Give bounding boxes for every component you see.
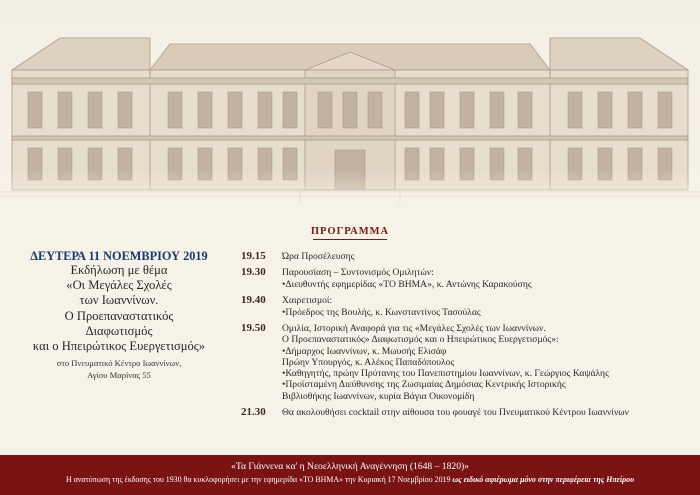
footer-note: [0, 474, 700, 485]
schedule-time: 21.30: [241, 406, 266, 418]
footer-note-text: Η ανατύπωση της έκδοσης του 1930 θα κυκλοφορήσει με την εφημερίδα «ΤΟ ΒΗΜΑ» την Κυριακή 17 Νοεμβρίου 2019: [66, 475, 453, 484]
schedule-time: 19.50: [241, 321, 266, 334]
schedule-entry: [241, 295, 696, 318]
footer-note-emphasis: ως ειδικό αφιέρωμα μόνο στην περιφέρεια της Ηπείρου: [452, 475, 634, 484]
schedule-title: Παρουσίαση – Συντονισμός Ομιλητών:: [282, 267, 434, 279]
schedule-entry: [241, 323, 696, 402]
schedule-title: Θα ακολουθήσει cocktail στην αίθουσα του φουαγέ του Πνευματικού Κέντρου Ιωαννίνων: [282, 407, 629, 418]
program-title: ΠΡΟΓΡΑΜΜΑ: [310, 226, 390, 237]
event-title-line: «Οι Μεγάλες Σχολές: [66, 278, 172, 293]
schedule-entry: [241, 267, 696, 290]
schedule-title: Ομιλία, Ιστορική Αναφορά για τις «Μεγάλες Σχολές των Ιωαννίνων.: [282, 322, 546, 334]
venue-line: στο Πνευματικό Κέντρο Ιωαννίνων,: [56, 358, 182, 369]
schedule-item: •Καθηγητής, πρώην Πρύτανης του Πανεπιστημίου Ιωαννίνων, κ. Γεώργιος Καψάλης: [282, 368, 609, 380]
schedule-item: •Πρόεδρος της Βουλής, κ. Κωνσταντίνος Τασούλας: [282, 306, 481, 318]
building-drawing: [0, 0, 700, 220]
event-title-line: Ο Προεπαναστατικός: [64, 308, 174, 323]
schedule-item: Πρώην Υπουργός, κ. Αλέκος Παπαδόπουλος: [282, 356, 455, 368]
schedule-title: Ώρα Προσέλευσης: [282, 251, 355, 262]
schedule-item: •Διευθυντής εφημερίδας «ΤΟ ΒΗΜΑ», κ. Αντώνης Καρακούσης: [282, 278, 532, 290]
schedule-item: Βιβλιοθήκης Ιωαννίνων, κυρία Βάγια Οικονομίδη: [282, 390, 475, 402]
event-title-line: των Ιωαννίνων.: [79, 293, 159, 308]
event-date: ΔΕΥΤΕΡΑ 11 ΝΟΕΜΒΡΙΟΥ 2019: [30, 249, 208, 263]
footer-book-title: «Τα Γιάννενα κα' η Νεοελληνική Αναγέννηση (1648 – 1820)»: [231, 461, 469, 472]
event-venue: [8, 358, 230, 381]
schedule-item: •Προϊσταμένη Διεύθυνσης της Ζωσιμαίας Δημόσιας Κεντρικής Ιστορικής: [282, 379, 566, 391]
schedule-title: Χαιρετισμοί:: [282, 295, 333, 307]
venue-line: Αγίου Μαρίνας 55: [87, 369, 151, 380]
schedule: [241, 251, 696, 423]
event-title-line: και ο Ηπειρώτικος Ευεργετισμός»: [32, 339, 206, 354]
schedule-time: 19.30: [241, 266, 266, 279]
schedule-entry: [241, 407, 696, 418]
event-title-line: Διαφωτισμός: [85, 323, 153, 338]
schedule-time: 19.15: [241, 250, 266, 262]
schedule-item: •Δήμαρχος Ιωαννίνων, κ. Μωυσής Ελισάφ: [282, 345, 447, 357]
schedule-time: 19.40: [241, 294, 266, 307]
footer-banner: [0, 455, 700, 495]
schedule-item: Ο Προεπαναστατικός» Διαφωτισμός και ο Ηπειρώτικος Ευεργετισμός»:: [282, 334, 559, 346]
event-info: [8, 249, 230, 381]
schedule-entry: [241, 251, 696, 262]
event-title-line: Εκδήλωση με θέμα: [70, 263, 168, 277]
program-title-underline: [313, 239, 387, 240]
hero-building-illustration: [0, 0, 700, 220]
program-heading: [0, 226, 700, 240]
